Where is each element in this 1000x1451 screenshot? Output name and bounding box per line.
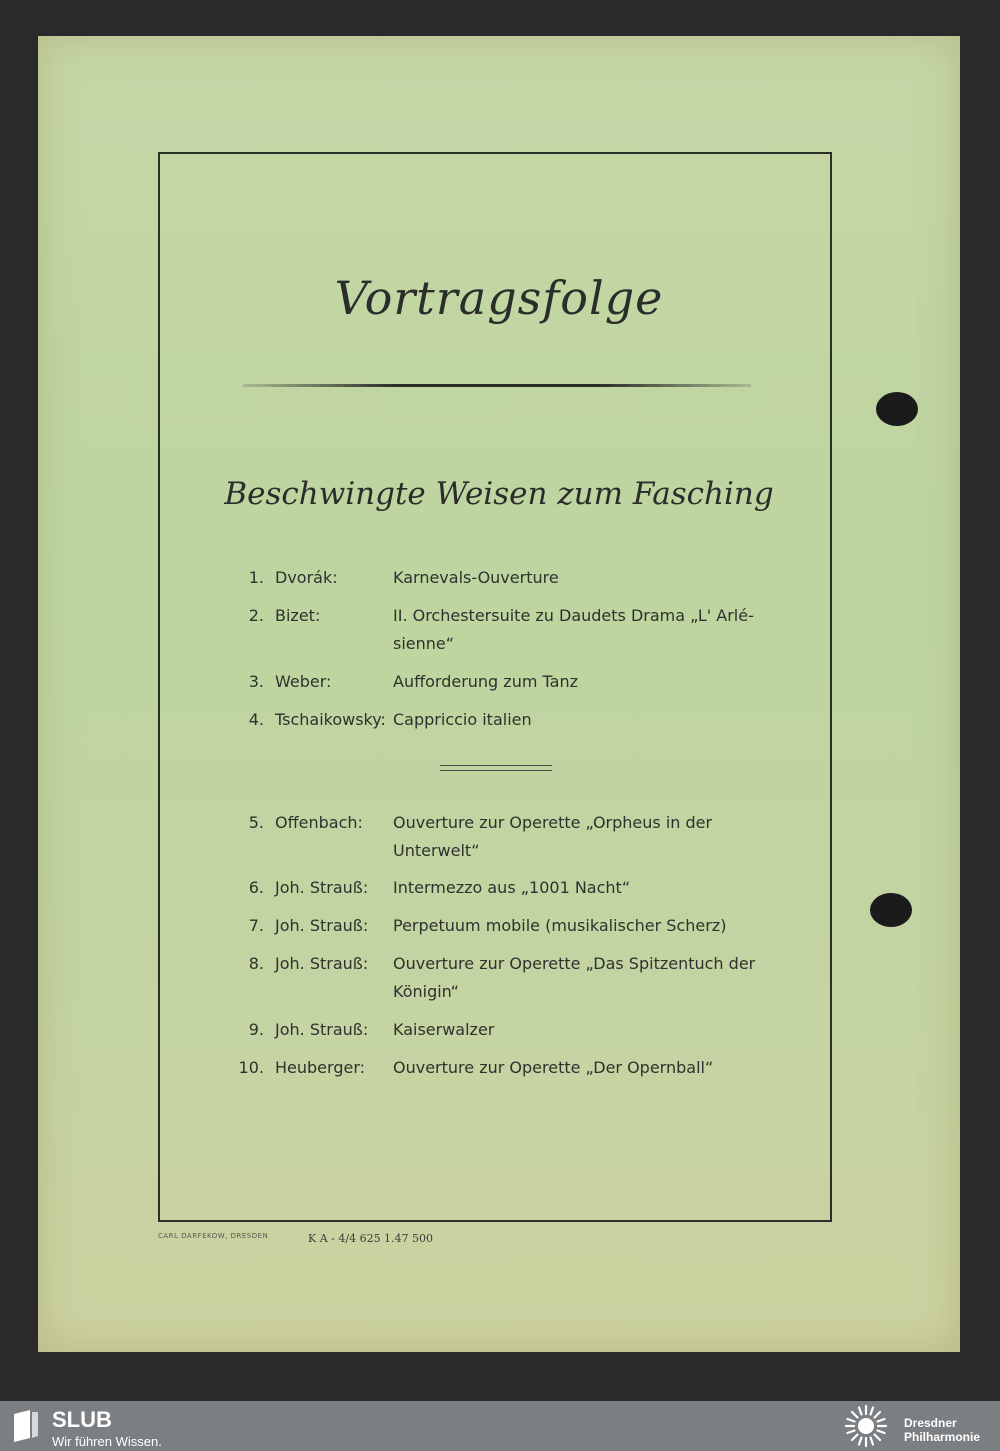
- section-divider: [440, 765, 552, 771]
- slub-name: SLUB: [52, 1407, 112, 1432]
- program-sheet: [38, 36, 960, 1352]
- item-number: 10.: [238, 1058, 264, 1077]
- title-divider: [243, 384, 751, 387]
- item-number: 4.: [248, 710, 264, 729]
- item-composer: Bizet:: [275, 606, 321, 625]
- item-work: II. Orchestersuite zu Daudets Drama „L' Arlé-sienne“: [393, 606, 754, 653]
- item-work: Ouverture zur Operette „Das Spitzentuch der Königin“: [393, 954, 756, 1001]
- item-work: Perpetuum mobile (musikalischer Scherz): [393, 916, 727, 935]
- item-number: 1.: [248, 568, 264, 587]
- item-number: 7.: [248, 916, 264, 935]
- slub-tagline: Wir führen Wissen.: [52, 1434, 162, 1449]
- item-work: Ouverture zur Operette „Der Opernball“: [393, 1058, 714, 1077]
- item-composer: Offenbach:: [275, 813, 363, 832]
- item-work: Ouverture zur Operette „Orpheus in der Unterwelt“: [393, 813, 713, 860]
- item-composer: Joh. Strauß:: [275, 916, 369, 935]
- dresdner-philharmonie-logo-icon: [842, 1403, 890, 1449]
- item-composer: Joh. Strauß:: [275, 1020, 369, 1039]
- item-composer: Tschaikowsky:: [275, 710, 386, 729]
- item-composer: Joh. Strauß:: [275, 954, 369, 973]
- print-code: K A - 4/4 625 1.47 500: [308, 1232, 434, 1245]
- punch-hole: [870, 893, 912, 927]
- program-subtitle: Beschwingte Weisen zum Fasching: [224, 476, 774, 512]
- item-work: Intermezzo aus „1001 Nacht“: [393, 878, 631, 897]
- item-composer: Heuberger:: [275, 1058, 365, 1077]
- item-number: 6.: [248, 878, 264, 897]
- item-number: 2.: [248, 606, 264, 625]
- partner-name-line2: Philharmonie: [904, 1430, 981, 1444]
- page-title: Vortragsfolge: [334, 271, 664, 325]
- item-number: 3.: [248, 672, 264, 691]
- item-work: Aufforderung zum Tanz: [393, 672, 578, 691]
- item-number: 5.: [248, 813, 264, 832]
- item-number: 9.: [248, 1020, 264, 1039]
- item-number: 8.: [248, 954, 264, 973]
- item-work: Kaiserwalzer: [393, 1020, 495, 1039]
- partner-name-line1: Dresdner: [904, 1416, 957, 1430]
- punch-hole: [876, 392, 918, 426]
- item-composer: Weber:: [275, 672, 332, 691]
- item-composer: Dvorák:: [275, 568, 338, 587]
- item-work: Karnevals-Ouverture: [393, 568, 559, 587]
- printer-imprint: CARL DARFEKOW, DRESDEN: [158, 1232, 269, 1240]
- footer-bar: [0, 1401, 1000, 1451]
- item-composer: Joh. Strauß:: [275, 878, 369, 897]
- slub-logo-icon: [12, 1408, 40, 1442]
- item-work: Cappriccio italien: [393, 710, 532, 729]
